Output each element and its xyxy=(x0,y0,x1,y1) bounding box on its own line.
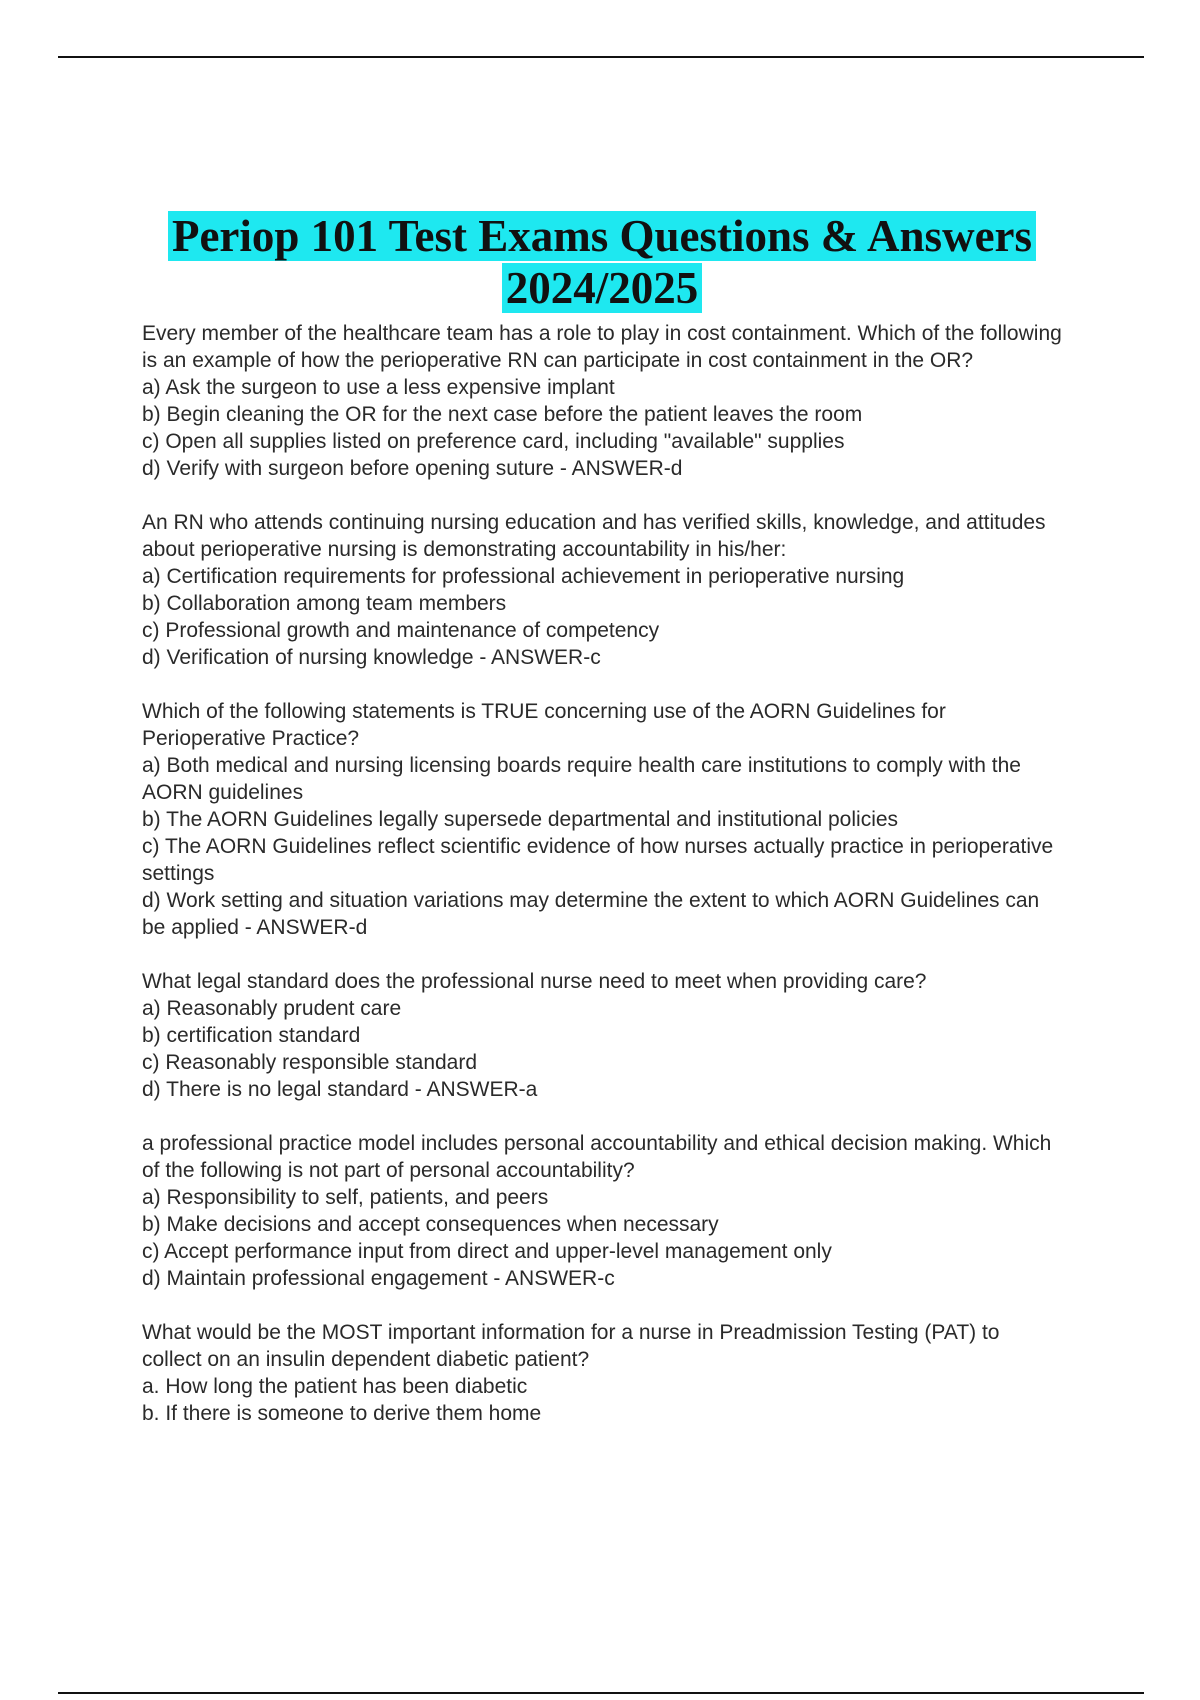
title-line-2: 2024/2025 xyxy=(502,263,703,313)
answer-option: c) Professional growth and maintenance of competency xyxy=(142,619,660,642)
answer-option: a. How long the patient has been diabetic xyxy=(142,1375,528,1398)
question-stem: Every member of the healthcare team has a role to play in cost containment. Which of the following is an example of how the perioperative RN can participate in cost containment in the OR? xyxy=(142,322,1062,372)
answer-option: a) Ask the surgeon to use a less expensive implant xyxy=(142,376,615,399)
question-block-6 xyxy=(142,1319,1062,1427)
answer-option: d) Verify with surgeon before opening suture - ANSWER-d xyxy=(142,457,683,480)
title-line-1: Periop 101 Test Exams Questions & Answers xyxy=(168,211,1036,261)
answer-option: c) Accept performance input from direct and upper-level management only xyxy=(142,1240,832,1263)
answer-option: b) certification standard xyxy=(142,1024,361,1047)
answer-option: b) Begin cleaning the OR for the next case before the patient leaves the room xyxy=(142,403,863,426)
question-stem: a professional practice model includes personal accountability and ethical decision making. Which of the following is not part of personal accountability? xyxy=(142,1132,1052,1182)
answer-option: a) Reasonably prudent care xyxy=(142,997,402,1020)
bottom-rule xyxy=(58,1692,1144,1694)
question-block-5 xyxy=(142,1130,1062,1292)
question-block-3 xyxy=(142,698,1062,941)
answer-option: a) Both medical and nursing licensing boards require health care institutions to comply with the AORN guidelines xyxy=(142,754,1021,804)
answer-option: a) Responsibility to self, patients, and peers xyxy=(142,1186,549,1209)
answer-option: b) Make decisions and accept consequences when necessary xyxy=(142,1213,719,1236)
answer-option: d) Verification of nursing knowledge - ANSWER-c xyxy=(142,646,601,669)
question-stem: What would be the MOST important information for a nurse in Preadmission Testing (PAT) to collect on an insulin dependent diabetic patient? xyxy=(142,1321,1000,1371)
document-title xyxy=(142,210,1062,314)
answer-option: d) There is no legal standard - ANSWER-a xyxy=(142,1078,538,1101)
answer-option: c) The AORN Guidelines reflect scientific evidence of how nurses actually practice in perioperative settings xyxy=(142,835,1054,885)
answer-option: b) Collaboration among team members xyxy=(142,592,507,615)
answer-option: b) The AORN Guidelines legally supersede departmental and institutional policies xyxy=(142,808,899,831)
document-page xyxy=(142,210,1062,1454)
answer-option: c) Reasonably responsible standard xyxy=(142,1051,478,1074)
question-block-4 xyxy=(142,968,1062,1103)
question-block-1 xyxy=(142,320,1062,482)
question-block-2 xyxy=(142,509,1062,671)
question-stem: What legal standard does the professional nurse need to meet when providing care? xyxy=(142,970,927,993)
answer-option: b. If there is someone to derive them home xyxy=(142,1402,542,1425)
answer-option: d) Maintain professional engagement - ANSWER-c xyxy=(142,1267,615,1290)
top-rule xyxy=(58,56,1144,58)
question-stem: Which of the following statements is TRUE concerning use of the AORN Guidelines for Perioperative Practice? xyxy=(142,700,946,750)
question-stem: An RN who attends continuing nursing education and has verified skills, knowledge, and attitudes about perioperative nursing is demonstrating accountability in his/her: xyxy=(142,511,1046,561)
answer-option: c) Open all supplies listed on preference card, including "available" supplies xyxy=(142,430,845,453)
answer-option: d) Work setting and situation variations may determine the extent to which AORN Guidelines can be applied - ANSWER-d xyxy=(142,889,1040,939)
answer-option: a) Certification requirements for professional achievement in perioperative nursing xyxy=(142,565,905,588)
